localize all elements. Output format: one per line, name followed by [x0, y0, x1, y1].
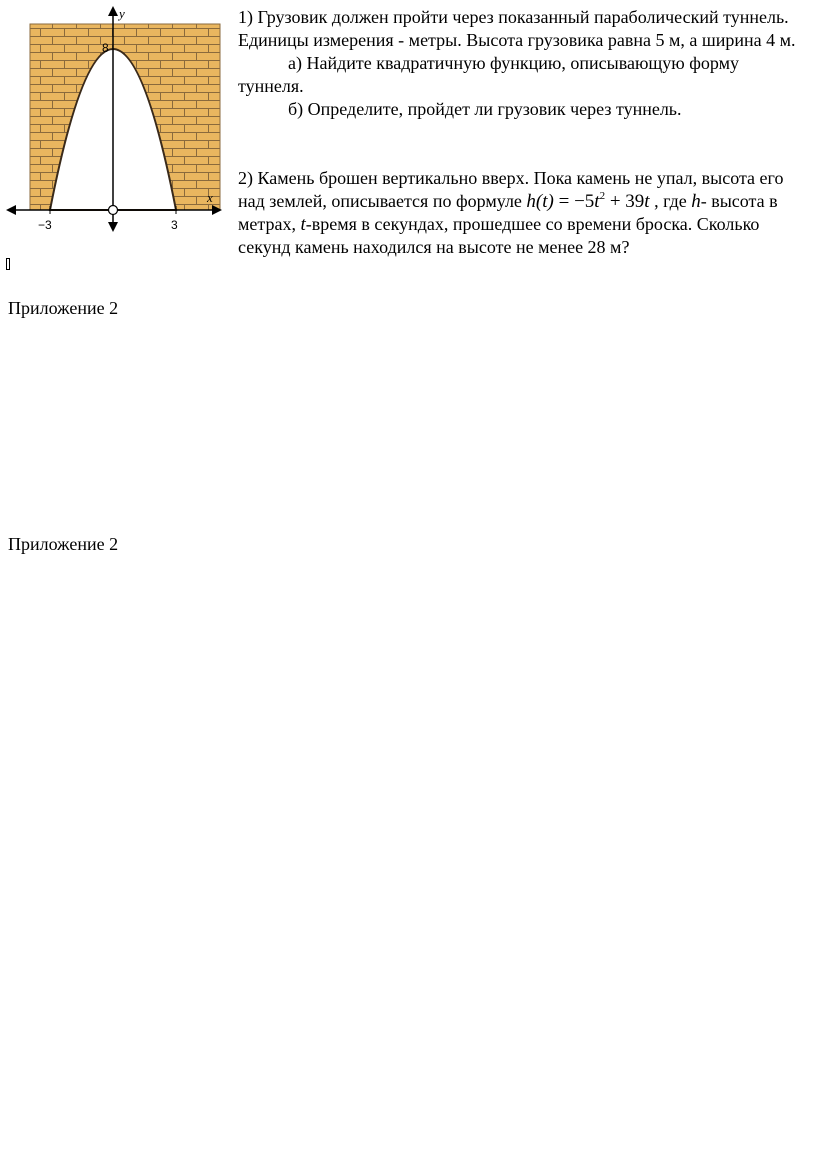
- task-2-question: -время в секундах, прошедшее со времени броска. Сколько секунд камень находился на высоте не менее 28 м?: [238, 214, 760, 257]
- appendix-heading-1: Приложение 2: [8, 298, 119, 318]
- y-axis-down-arrow: [108, 222, 118, 232]
- x-axis-left-arrow: [6, 205, 16, 215]
- left-tick-label: −3: [38, 218, 52, 232]
- formula-lhs: h(t): [526, 191, 554, 212]
- formula-exponent: 2: [599, 190, 606, 202]
- task-1-text: 1) Грузовик должен пройти через показанный параболический туннель. Единицы измерения - метры. Высота грузовика равна 5 м, а ширина 4 м.: [238, 7, 796, 50]
- task-1-part-b: б) Определите, пройдет ли грузовик через туннель.: [288, 99, 682, 119]
- missing-glyph-box: [6, 258, 10, 270]
- formula-rest: + 39: [605, 191, 645, 212]
- task-2-var-t: t: [300, 214, 306, 235]
- task-2-text: [238, 167, 810, 259]
- x-axis-label: x: [207, 190, 213, 205]
- task-list: [238, 6, 810, 259]
- formula-eq: = −5: [553, 191, 595, 212]
- task-1-part-a: а) Найдите квадратичную функцию, описывающую форму: [288, 53, 740, 73]
- vertex-label: 8: [102, 41, 109, 55]
- task-2-where: , где: [654, 191, 687, 211]
- right-tick-label: 3: [171, 218, 178, 232]
- y-axis-label: y: [119, 6, 125, 21]
- task-1-part-a-continued: туннеля.: [238, 76, 304, 96]
- task-2-formula: [526, 191, 649, 212]
- appendix-heading-2: Приложение 2: [8, 534, 119, 554]
- origin-marker: [109, 206, 118, 215]
- task-2-h-desc: - высота в метрах,: [238, 191, 778, 234]
- y-axis-up-arrow: [108, 6, 118, 16]
- formula-t2: t: [644, 191, 650, 212]
- formula-t1: t: [594, 191, 600, 212]
- task-2-var-h: h: [691, 191, 701, 212]
- task-2-intro: 2) Камень брошен вертикально вверх. Пока камень не упал, высота его над землей, описывается по формуле: [238, 168, 784, 211]
- tunnel-figure: [4, 4, 224, 236]
